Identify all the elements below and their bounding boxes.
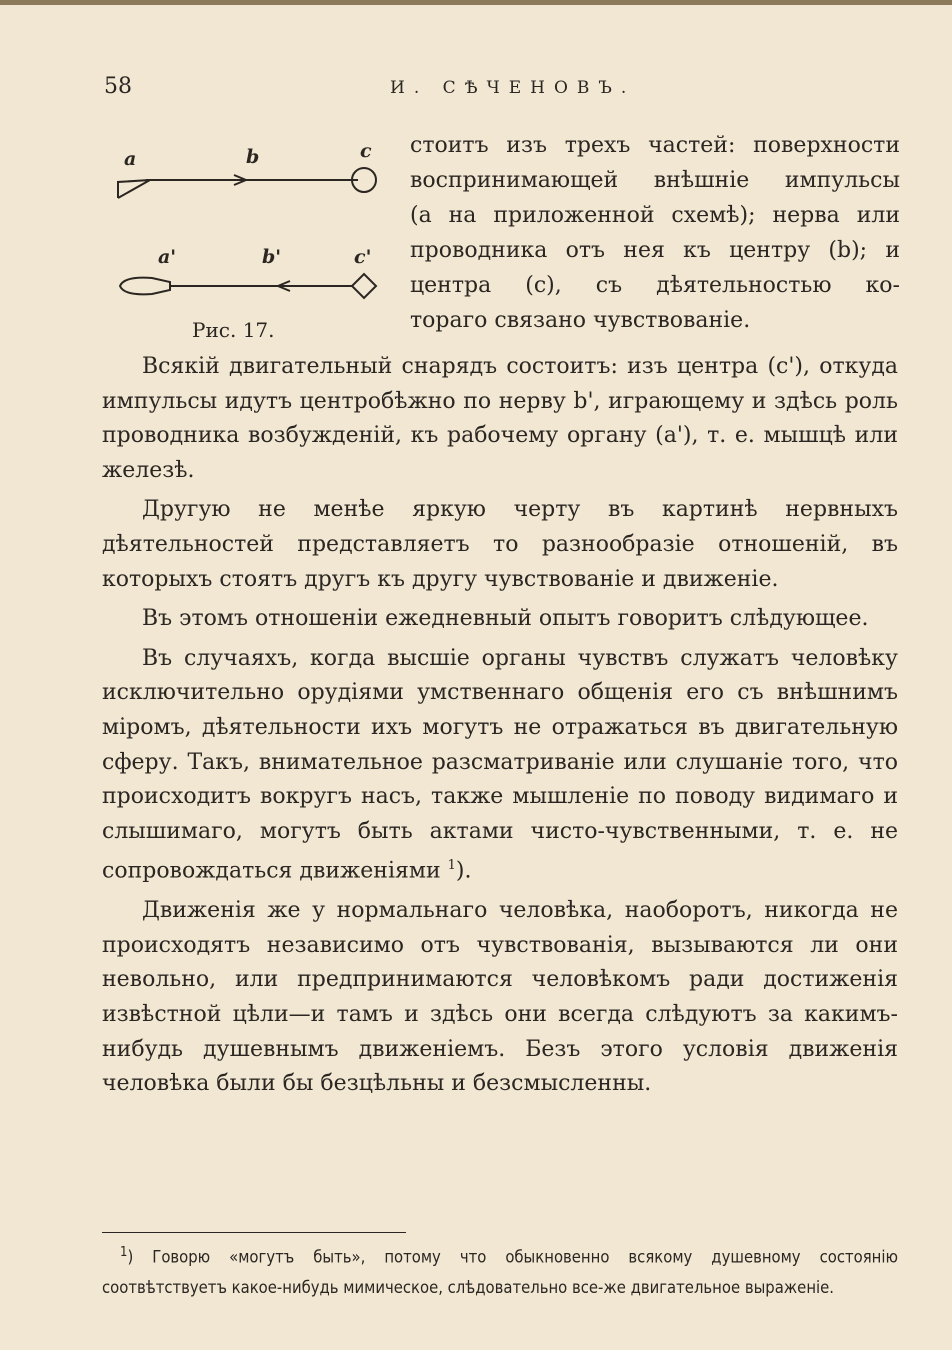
paragraph: Всякій двигательный снарядъ состоитъ: изъ центра (c'), откуда импульсы идутъ центробѣжно по нерву b', играющему и здѣсь роль проводника возбужденій, къ рабочему органу (a'), т. е. мышцѣ или железѣ. <box>102 354 898 483</box>
fig-label-a-prime: a' <box>158 246 177 268</box>
side-line: стоитъ изъ трехъ частей: поверхности <box>410 133 900 158</box>
footnote-reference: 1 <box>447 858 456 874</box>
footnote-reference-end: ). <box>455 858 472 884</box>
fig-label-b-prime: b' <box>262 246 282 268</box>
paragraph: Движенія же у нормальнаго человѣка, наоборотъ, никогда не происходятъ независимо отъ чувствованія, вызываются ли они невольно, или предпринимаются человѣкомъ ради достиженія извѣстной цѣли—и тамъ и здѣсь они всегда слѣдуютъ за какимъ-нибудь душевнымъ движеніемъ. Безъ этого условія движенія человѣка были бы безцѣльны и безсмысленны. <box>102 898 898 1097</box>
paragraph: Другую не менѣе яркую черту въ картинѣ нервныхъ дѣятельностей представляетъ то разнообразіе отношеній, въ которыхъ стоятъ другъ къ другу чувствованіе и движеніе. <box>102 497 898 592</box>
paragraph-text: Въ случаяхъ, когда высшіе органы чувствъ служатъ человѣку исключительно орудіями умственнаго общенія его съ внѣшнимъ міромъ, дѣятельности ихъ могутъ не отражаться въ двигательную сферу. Такъ, внимательное разсматриваніе или слушаніе того, что происходитъ вокругъ насъ, также мышленіе по поводу видимаго и слышимаго, могутъ быть актами чисто-чувственными, т. е. не сопровождаться движеніями <box>102 645 898 884</box>
footnote-rule <box>102 1232 406 1233</box>
body-text <box>102 350 898 1107</box>
side-line: тораго связано чувствованіе. <box>410 308 751 333</box>
footnote-text: ) Говорю «могутъ быть», потому что обыкновенно всякому душевному состоянію соотвѣтствуетъ какое-нибудь мимическое, слѣдовательно все-же двигательное выраженіе. <box>102 1247 898 1297</box>
side-line: центра (c), съ дѣятельностью ко- <box>410 273 900 298</box>
receptor-shape <box>118 180 150 198</box>
side-line: воспринимающей внѣшніе импульсы <box>410 168 900 193</box>
paragraph: Въ этомъ отношеніи ежедневный опытъ говоритъ слѣдующее. <box>142 606 869 632</box>
side-line: (a на приложенной схемѣ); нерва или <box>410 203 900 228</box>
fig-label-b: b <box>246 146 260 168</box>
fig-label-c: c <box>360 140 372 162</box>
figure-caption: Рис. 17. <box>192 318 275 342</box>
page-top-edge <box>0 0 952 5</box>
footnote-marker: 1 <box>120 1245 128 1260</box>
paragraph <box>102 642 898 889</box>
page-number: 58 <box>104 74 132 99</box>
footnote <box>102 1238 898 1303</box>
fig-label-c-prime: c' <box>354 246 372 268</box>
organ-shape <box>120 278 170 295</box>
side-text-block <box>410 128 900 338</box>
motor-center-diamond <box>352 274 376 298</box>
figure-17 <box>106 140 396 340</box>
running-head: И. СѢЧЕНОВЪ. <box>390 78 636 98</box>
fig-label-a: a <box>124 148 137 170</box>
side-line: проводника отъ нея къ центру (b); и <box>410 238 900 263</box>
